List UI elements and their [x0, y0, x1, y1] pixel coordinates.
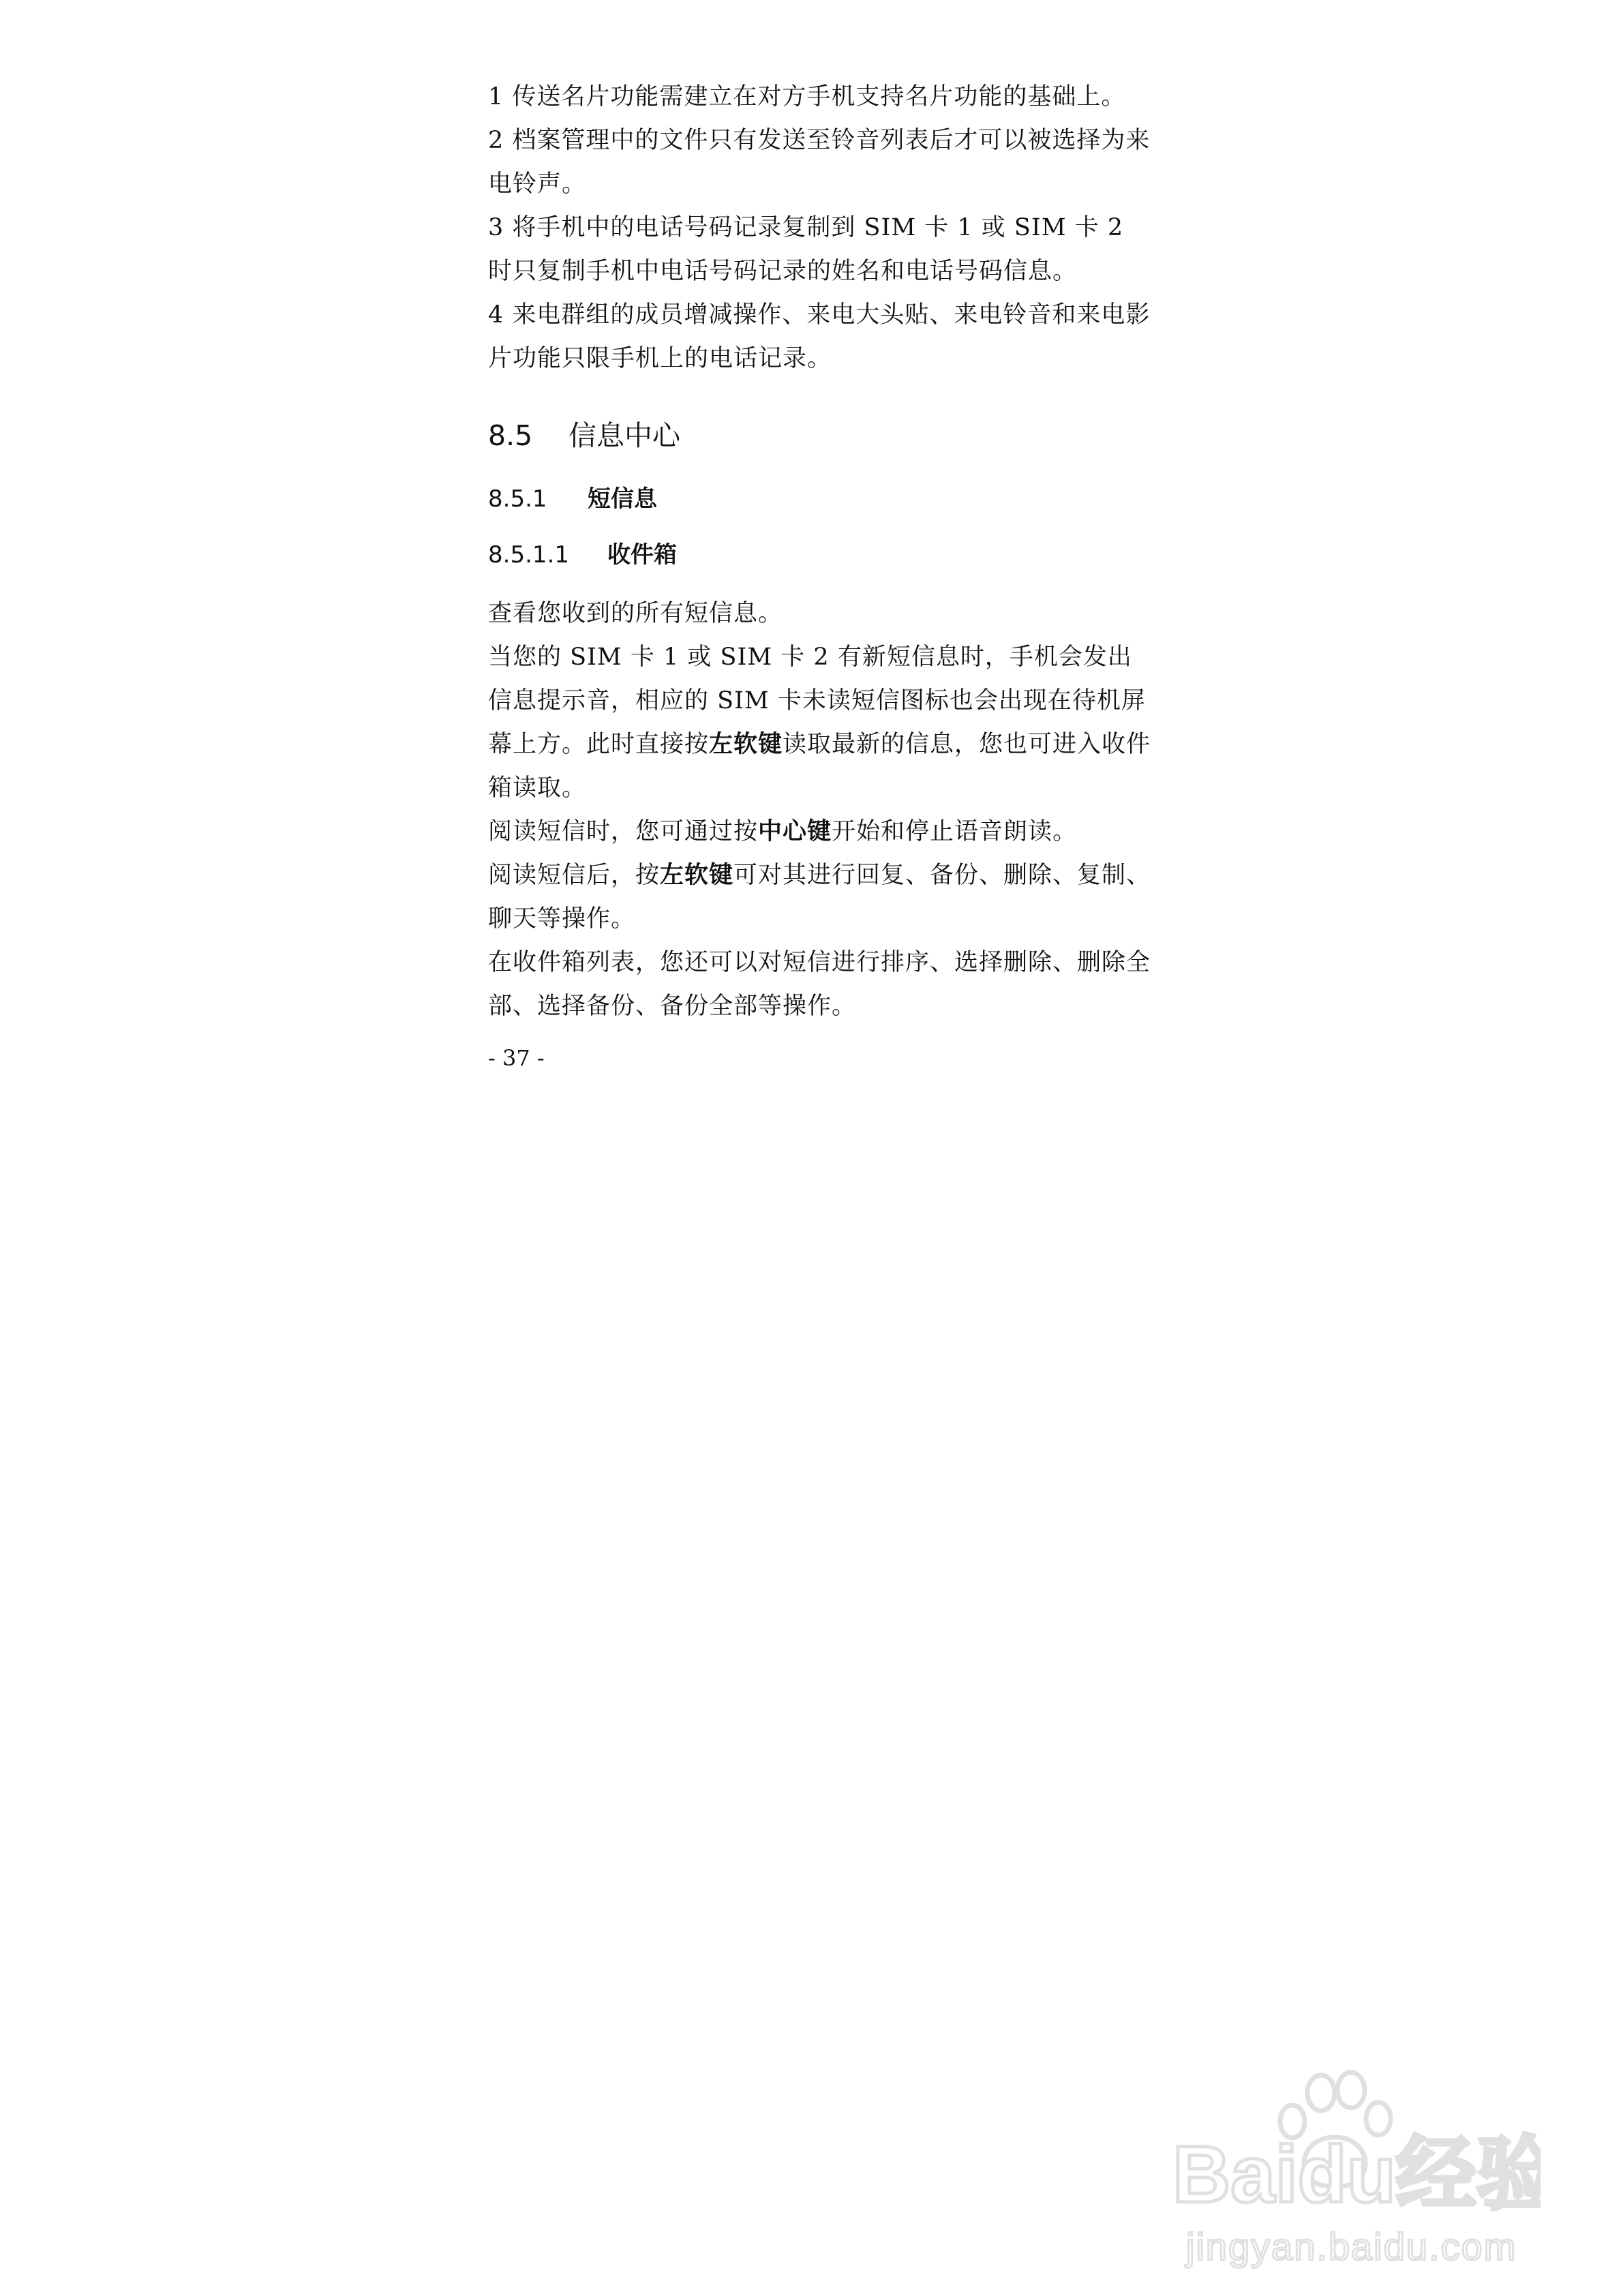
body-paragraph-1: 查看您收到的所有短信息。 — [488, 600, 783, 627]
note-1: 1 传送名片功能需建立在对方手机支持名片功能的基础上。 — [488, 83, 1126, 110]
key-name: 左软键 — [709, 730, 783, 758]
paw-icon — [1159, 2066, 1541, 2270]
subsection-heading — [488, 477, 1156, 521]
section-number: 8.5 — [488, 419, 533, 452]
subsection-title: 短信息 — [588, 485, 657, 513]
subsubsection-title: 收件箱 — [607, 541, 677, 569]
section-heading — [488, 412, 1156, 459]
document-page — [488, 75, 1156, 1078]
body-paragraph-5: 在收件箱列表，您还可以对短信进行排序、选择删除、删除全部、选择备份、备份全部等操作。 — [488, 949, 1151, 1020]
note-4: 4 来电群组的成员增减操作、来电大头贴、来电铃音和来电影片功能只限手机上的电话记录。 — [488, 301, 1151, 372]
watermark-brand: Baidu经验 — [1172, 2130, 1541, 2220]
watermark-url: jingyan.baidu.com — [1186, 2225, 1517, 2268]
text-run: 阅读短信后，按 — [488, 862, 661, 889]
subsection-number: 8.5.1 — [488, 485, 547, 513]
key-name: 左软键 — [660, 861, 734, 889]
text-run: 可对其进行回复、备份、删除、复制、聊天等操作。 — [488, 862, 1151, 933]
text-run: 开始和停止语音朗读。 — [832, 818, 1078, 845]
section-title: 信息中心 — [568, 419, 680, 452]
body-paragraph-4 — [488, 854, 1156, 941]
text-run: 当您的 SIM 卡 1 或 SIM 卡 2 有新短信息时，手机会发出信息提示音，相应的 SIM 卡未读短信图标也会出现在待机屏幕上方。此时直接按 — [488, 644, 1146, 758]
key-name: 中心键 — [758, 817, 832, 845]
note-2: 2 档案管理中的文件只有发送至铃音列表后才可以被选择为来电铃声。 — [488, 127, 1151, 198]
body-paragraph-2 — [488, 635, 1156, 810]
body-paragraph-3 — [488, 810, 1156, 854]
subsubsection-heading — [488, 533, 1156, 577]
text-run: 阅读短信时，您可通过按 — [488, 818, 759, 845]
subsubsection-number: 8.5.1.1 — [488, 541, 569, 569]
text-run: 读取最新的信息，您也可进入收件箱读取。 — [488, 731, 1151, 802]
page-number: - 37 - — [488, 1045, 545, 1071]
baidu-watermark — [1159, 2066, 1541, 2270]
note-3: 3 将手机中的电话号码记录复制到 SIM 卡 1 或 SIM 卡 2 时只复制手机中电话号码记录的姓名和电话号码信息。 — [488, 214, 1124, 285]
